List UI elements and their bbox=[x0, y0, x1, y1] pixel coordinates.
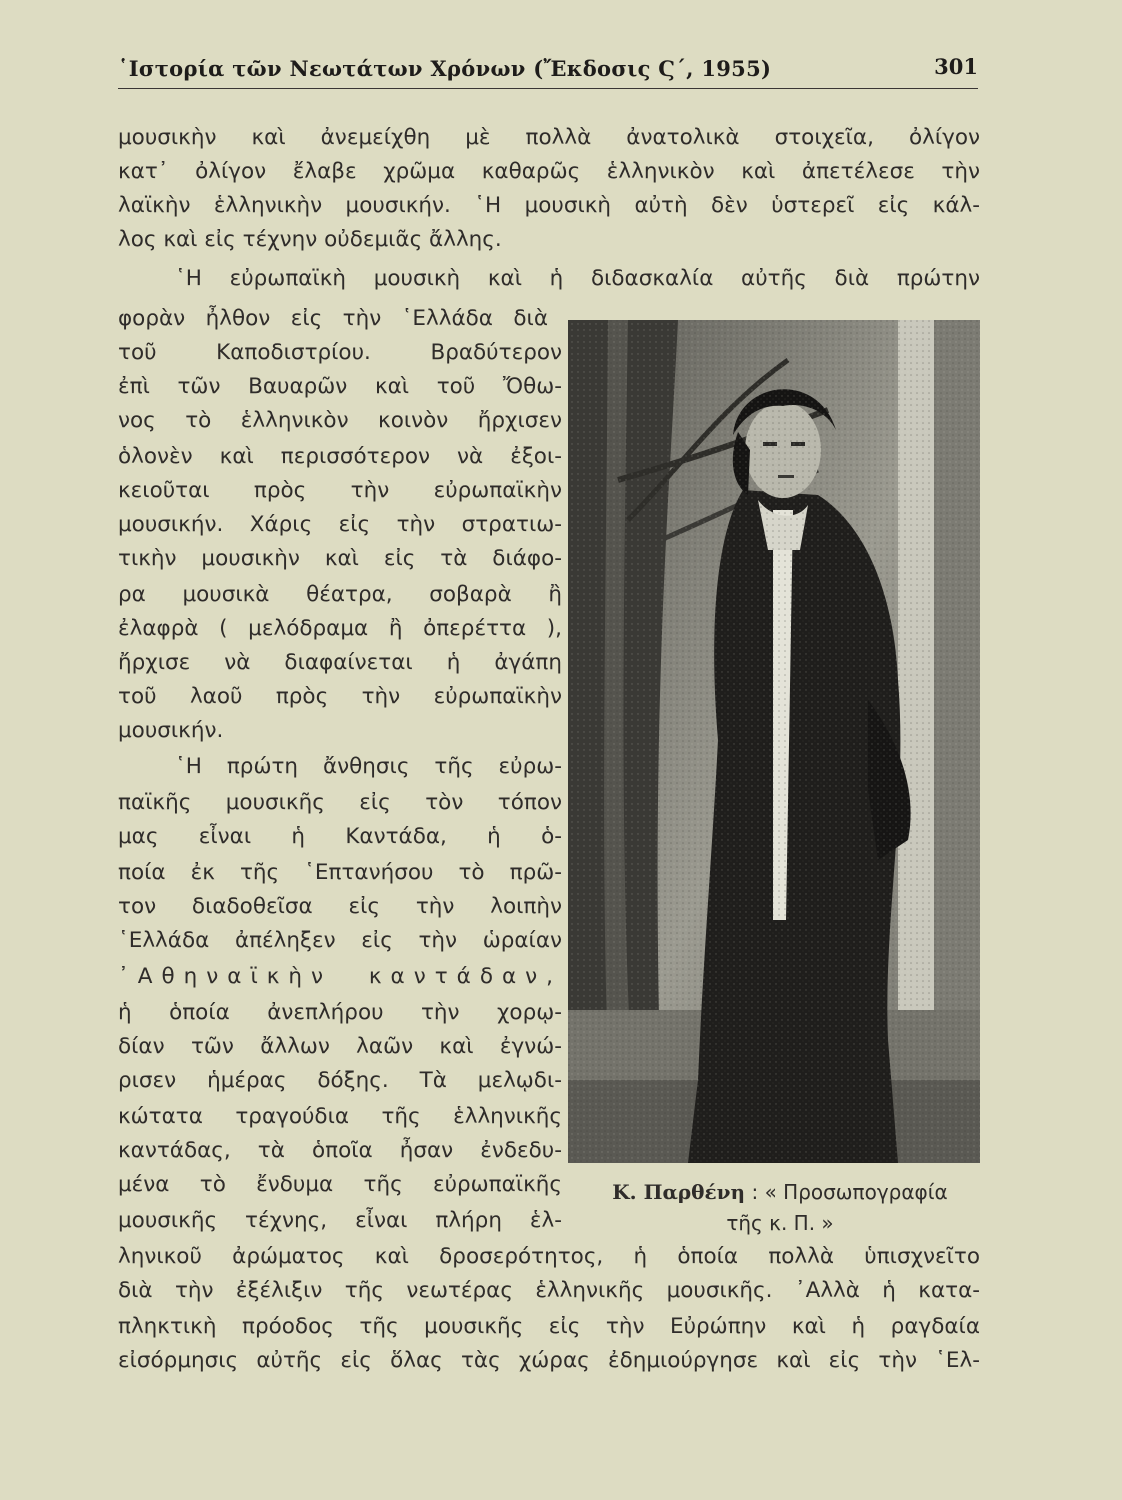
text-line: ῾Η εὐρωπαϊκὴ μουσικὴ καὶ ἡ διδασκαλία αὐτῆς διὰ πρώτην bbox=[175, 266, 980, 291]
text-line: κώτατα τραγούδια τῆς ἑλληνικῆς bbox=[118, 1104, 562, 1129]
text-line: κειοῦται πρὸς τὴν εὐρωπαϊκὴν bbox=[118, 478, 562, 503]
text-line: πληκτικὴ πρόοδος τῆς μουσικῆς εἰς τὴν Εὐρώπην καὶ ἡ ραγδαία bbox=[118, 1314, 980, 1339]
text-line: διὰ τὴν ἐξέλιξιν τῆς νεωτέρας ἑλληνικῆς μουσικῆς. ᾽Αλλὰ ἡ κατα- bbox=[118, 1278, 980, 1303]
text-line: μουσικὴν καὶ ἀνεμείχθη μὲ πολλὰ ἀνατολικὰ στοιχεῖα, ὀλίγον bbox=[118, 125, 980, 150]
text-line: ἐλαφρὰ ( μελόδραμα ἢ ὀπερέττα ), bbox=[118, 616, 562, 641]
text-line: ρα μουσικὰ θέατρα, σοβαρὰ ἢ bbox=[118, 582, 562, 607]
text-line: μουσικήν. Χάρις εἰς τὴν στρατιω- bbox=[118, 512, 562, 537]
text-line: μας εἶναι ἡ Καντάδα, ἡ ὁ- bbox=[118, 824, 562, 849]
text-line: κατ᾽ ὀλίγον ἔλαβε χρῶμα καθαρῶς ἑλληνικὸν καὶ ἀπετέλεσε τὴν bbox=[118, 159, 980, 184]
text-line: ρισεν ἡμέρας δόξης. Τὰ μελῳδι- bbox=[118, 1068, 562, 1093]
text-line: φορὰν ἦλθον εἰς τὴν ῾Ελλάδα διὰ bbox=[118, 306, 548, 331]
text-line: τοῦ λαοῦ πρὸς τὴν εὐρωπαϊκὴν bbox=[118, 684, 562, 709]
text-line: εἰσόρμησις αὐτῆς εἰς ὅλας τὰς χώρας ἐδημιούργησε καὶ εἰς τὴν ῾Ελ- bbox=[118, 1348, 980, 1373]
text-line: παϊκῆς μουσικῆς εἰς τὸν τόπον bbox=[118, 790, 562, 815]
text-line: καντάδας, τὰ ὁποῖα ἦσαν ἐνδεδυ- bbox=[118, 1138, 562, 1163]
text-line: ᾽Αθηναϊκὴν καντάδαν, bbox=[118, 964, 562, 989]
text-line: ὁλονὲν καὶ περισσότερον νὰ ἐξοι- bbox=[118, 444, 562, 469]
text-line: ἡ ὁποία ἀνεπλήρου τὴν χορῳ- bbox=[118, 1000, 562, 1025]
text-line: μένα τὸ ἔνδυμα τῆς εὐρωπαϊκῆς bbox=[118, 1172, 562, 1197]
text-line: ἐπὶ τῶν Βαυαρῶν καὶ τοῦ Ὄθω- bbox=[118, 374, 562, 399]
text-line: δίαν τῶν ἄλλων λαῶν καὶ ἐγνώ- bbox=[118, 1034, 562, 1059]
text-line: ῾Ελλάδα ἀπέληξεν εἰς τὴν ὡραίαν bbox=[118, 928, 562, 953]
running-header bbox=[118, 52, 978, 92]
header-title: ῾Ιστορία τῶν Νεωτάτων Χρόνων (Ἔκδοσις Ϛ΄, 1955) bbox=[118, 56, 772, 81]
text-line: μουσικῆς τέχνης, εἶναι πλήρη ἑλ- bbox=[118, 1208, 562, 1233]
figure-caption-line2: τῆς κ. Π. » bbox=[726, 1211, 834, 1235]
text-line: τοῦ Καποδιστρίου. Βραδύτερον bbox=[118, 340, 562, 365]
text-line: ἤρχισε νὰ διαφαίνεται ἡ ἀγάπη bbox=[118, 650, 562, 675]
text-line: ληνικοῦ ἀρώματος καὶ δροσερότητος, ἡ ὁποία πολλὰ ὑπισχνεῖτο bbox=[118, 1244, 980, 1269]
caption-artist: Κ. Παρθένη bbox=[612, 1180, 746, 1204]
text-line: μουσικήν. bbox=[118, 718, 224, 743]
text-line: ποία ἐκ τῆς ῾Επτανήσου τὸ πρῶ- bbox=[118, 860, 562, 885]
text-line: ῾Η πρώτη ἄνθησις τῆς εὐρω- bbox=[175, 754, 562, 779]
header-rule bbox=[118, 88, 978, 89]
text-line: νος τὸ ἑλληνικὸν κοινὸν ἤρχισεν bbox=[118, 408, 562, 433]
text-line: λος καὶ εἰς τέχνην οὐδεμιᾶς ἄλλης. bbox=[118, 227, 502, 252]
text-line: λαϊκὴν ἑλληνικὴν μουσικήν. ῾Η μουσικὴ αὐτὴ δὲν ὑστερεῖ εἰς κάλ- bbox=[118, 193, 980, 218]
figure-caption bbox=[590, 1180, 970, 1204]
portrait-photograph bbox=[568, 320, 980, 1163]
text-line: τικὴν μουσικὴν καὶ εἰς τὰ διάφο- bbox=[118, 546, 562, 571]
page-number: 301 bbox=[934, 54, 978, 79]
caption-title: : « Προσωπογραφία bbox=[751, 1180, 948, 1204]
text-line: τον διαδοθεῖσα εἰς τὴν λοιπὴν bbox=[118, 894, 562, 919]
